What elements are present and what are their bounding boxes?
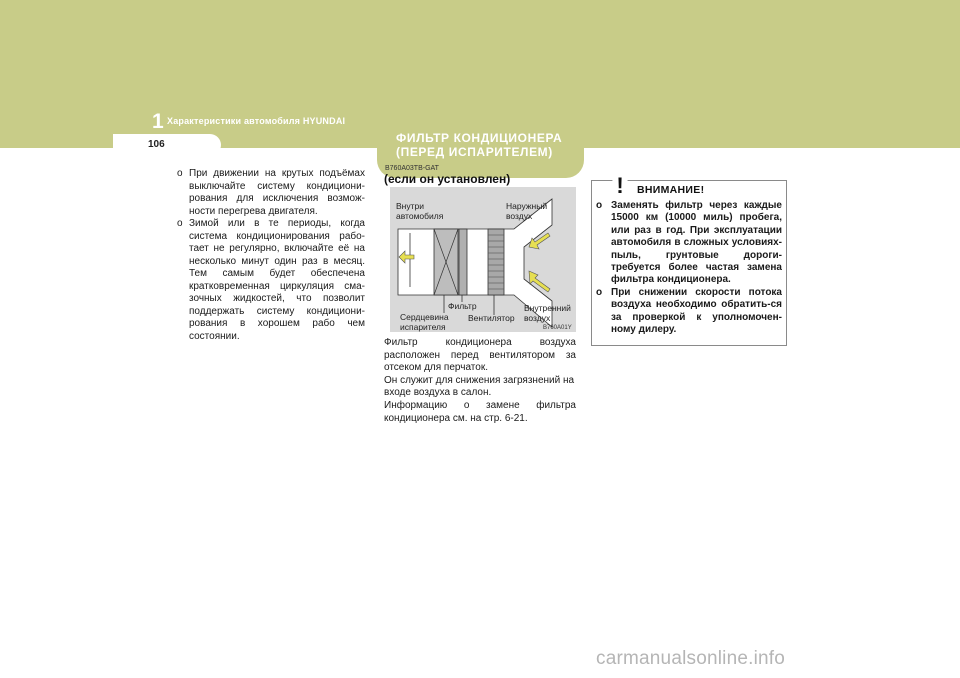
- section-title: [396, 131, 562, 159]
- warning-text: [596, 200, 782, 336]
- label-fan: Вентилятор: [468, 313, 515, 323]
- bullet: o: [177, 218, 183, 229]
- section-code: B760A03TB-GAT: [385, 165, 439, 172]
- list-item-text: Заменять фильтр через каждые 15000 км (10000 миль) пробега, или раз в год. При эксплуатации автомобиля в сложных условиях-пыль, грунтовые дороги-требуется более частая замена фильтра кондиционера.: [611, 200, 782, 286]
- page-number: 106: [148, 139, 165, 150]
- body-text: [384, 337, 576, 425]
- label-inner-air: Внутренний воздух: [524, 303, 571, 323]
- body-paragraph: Он служит для снижения загрязнений на входе воздуха в салон.: [384, 374, 575, 399]
- chapter-number: 1: [152, 110, 164, 133]
- chapter-title: Характеристики автомобиля HYUNDAI: [167, 116, 346, 126]
- body-paragraph: Информацию о замене фильтра кондиционера см. на стр. 6-21.: [384, 399, 576, 424]
- bullet: o: [177, 168, 183, 179]
- list-item: [177, 168, 365, 218]
- section-title-line-2: (ПЕРЕД ИСПАРИТЕЛЕМ): [396, 145, 553, 159]
- label-filter: Фильтр: [448, 301, 477, 311]
- warning-title: ВНИМАНИЕ!: [637, 184, 705, 196]
- list-item: [596, 287, 782, 337]
- watermark: carmanualsonline.info: [596, 648, 786, 669]
- header-band: [0, 0, 960, 148]
- list-item-text: При снижении скорости потока воздуха необходимо обратить-ся за проверкой к уполномочен-ному дилеру.: [611, 286, 782, 336]
- section-subtitle: (если он установлен): [384, 172, 511, 186]
- airflow-diagram-graphic: [390, 187, 576, 332]
- bullet: o: [596, 286, 603, 298]
- diagram-code: B760A01Y: [543, 325, 572, 331]
- body-paragraph: Фильтр кондиционера воздуха расположен перед вентилятором за отсеком для перчаток.: [384, 337, 576, 374]
- warning-icon: [602, 168, 638, 198]
- label-outside-air: Наружный воздух: [506, 201, 548, 221]
- left-column-text: [177, 168, 365, 343]
- airflow-diagram: [390, 187, 576, 332]
- section-title-line-1: ФИЛЬТР КОНДИЦИОНЕРА: [396, 131, 563, 145]
- list-item-text: Зимой или в те периоды, когда система кондиционирования рабо-тает не регулярно, включайте её на несколько минут один раз в месяц. Тем самым будет обеспечена кратковременная циркуляция сма-зочных жидкостей, что позволит поддержать систему кондициони-рования в хорошем рабо чем состоянии.: [189, 218, 365, 342]
- warning-icon-glyph: !: [616, 173, 624, 198]
- fan-element: [488, 229, 504, 295]
- page-number-tab: [113, 134, 221, 156]
- list-item: [177, 218, 365, 343]
- label-evaporator-core: Сердцевина испарителя: [400, 312, 449, 332]
- list-item: [596, 200, 782, 287]
- label-inside-vehicle: Внутри автомобиля: [396, 201, 444, 221]
- list-item-text: При движении на крутых подъёмах выключайте систему кондициони-рования для исключения возмож-ности перегрева двигателя.: [189, 168, 365, 217]
- bullet: o: [596, 200, 603, 211]
- filter-element: [459, 229, 467, 295]
